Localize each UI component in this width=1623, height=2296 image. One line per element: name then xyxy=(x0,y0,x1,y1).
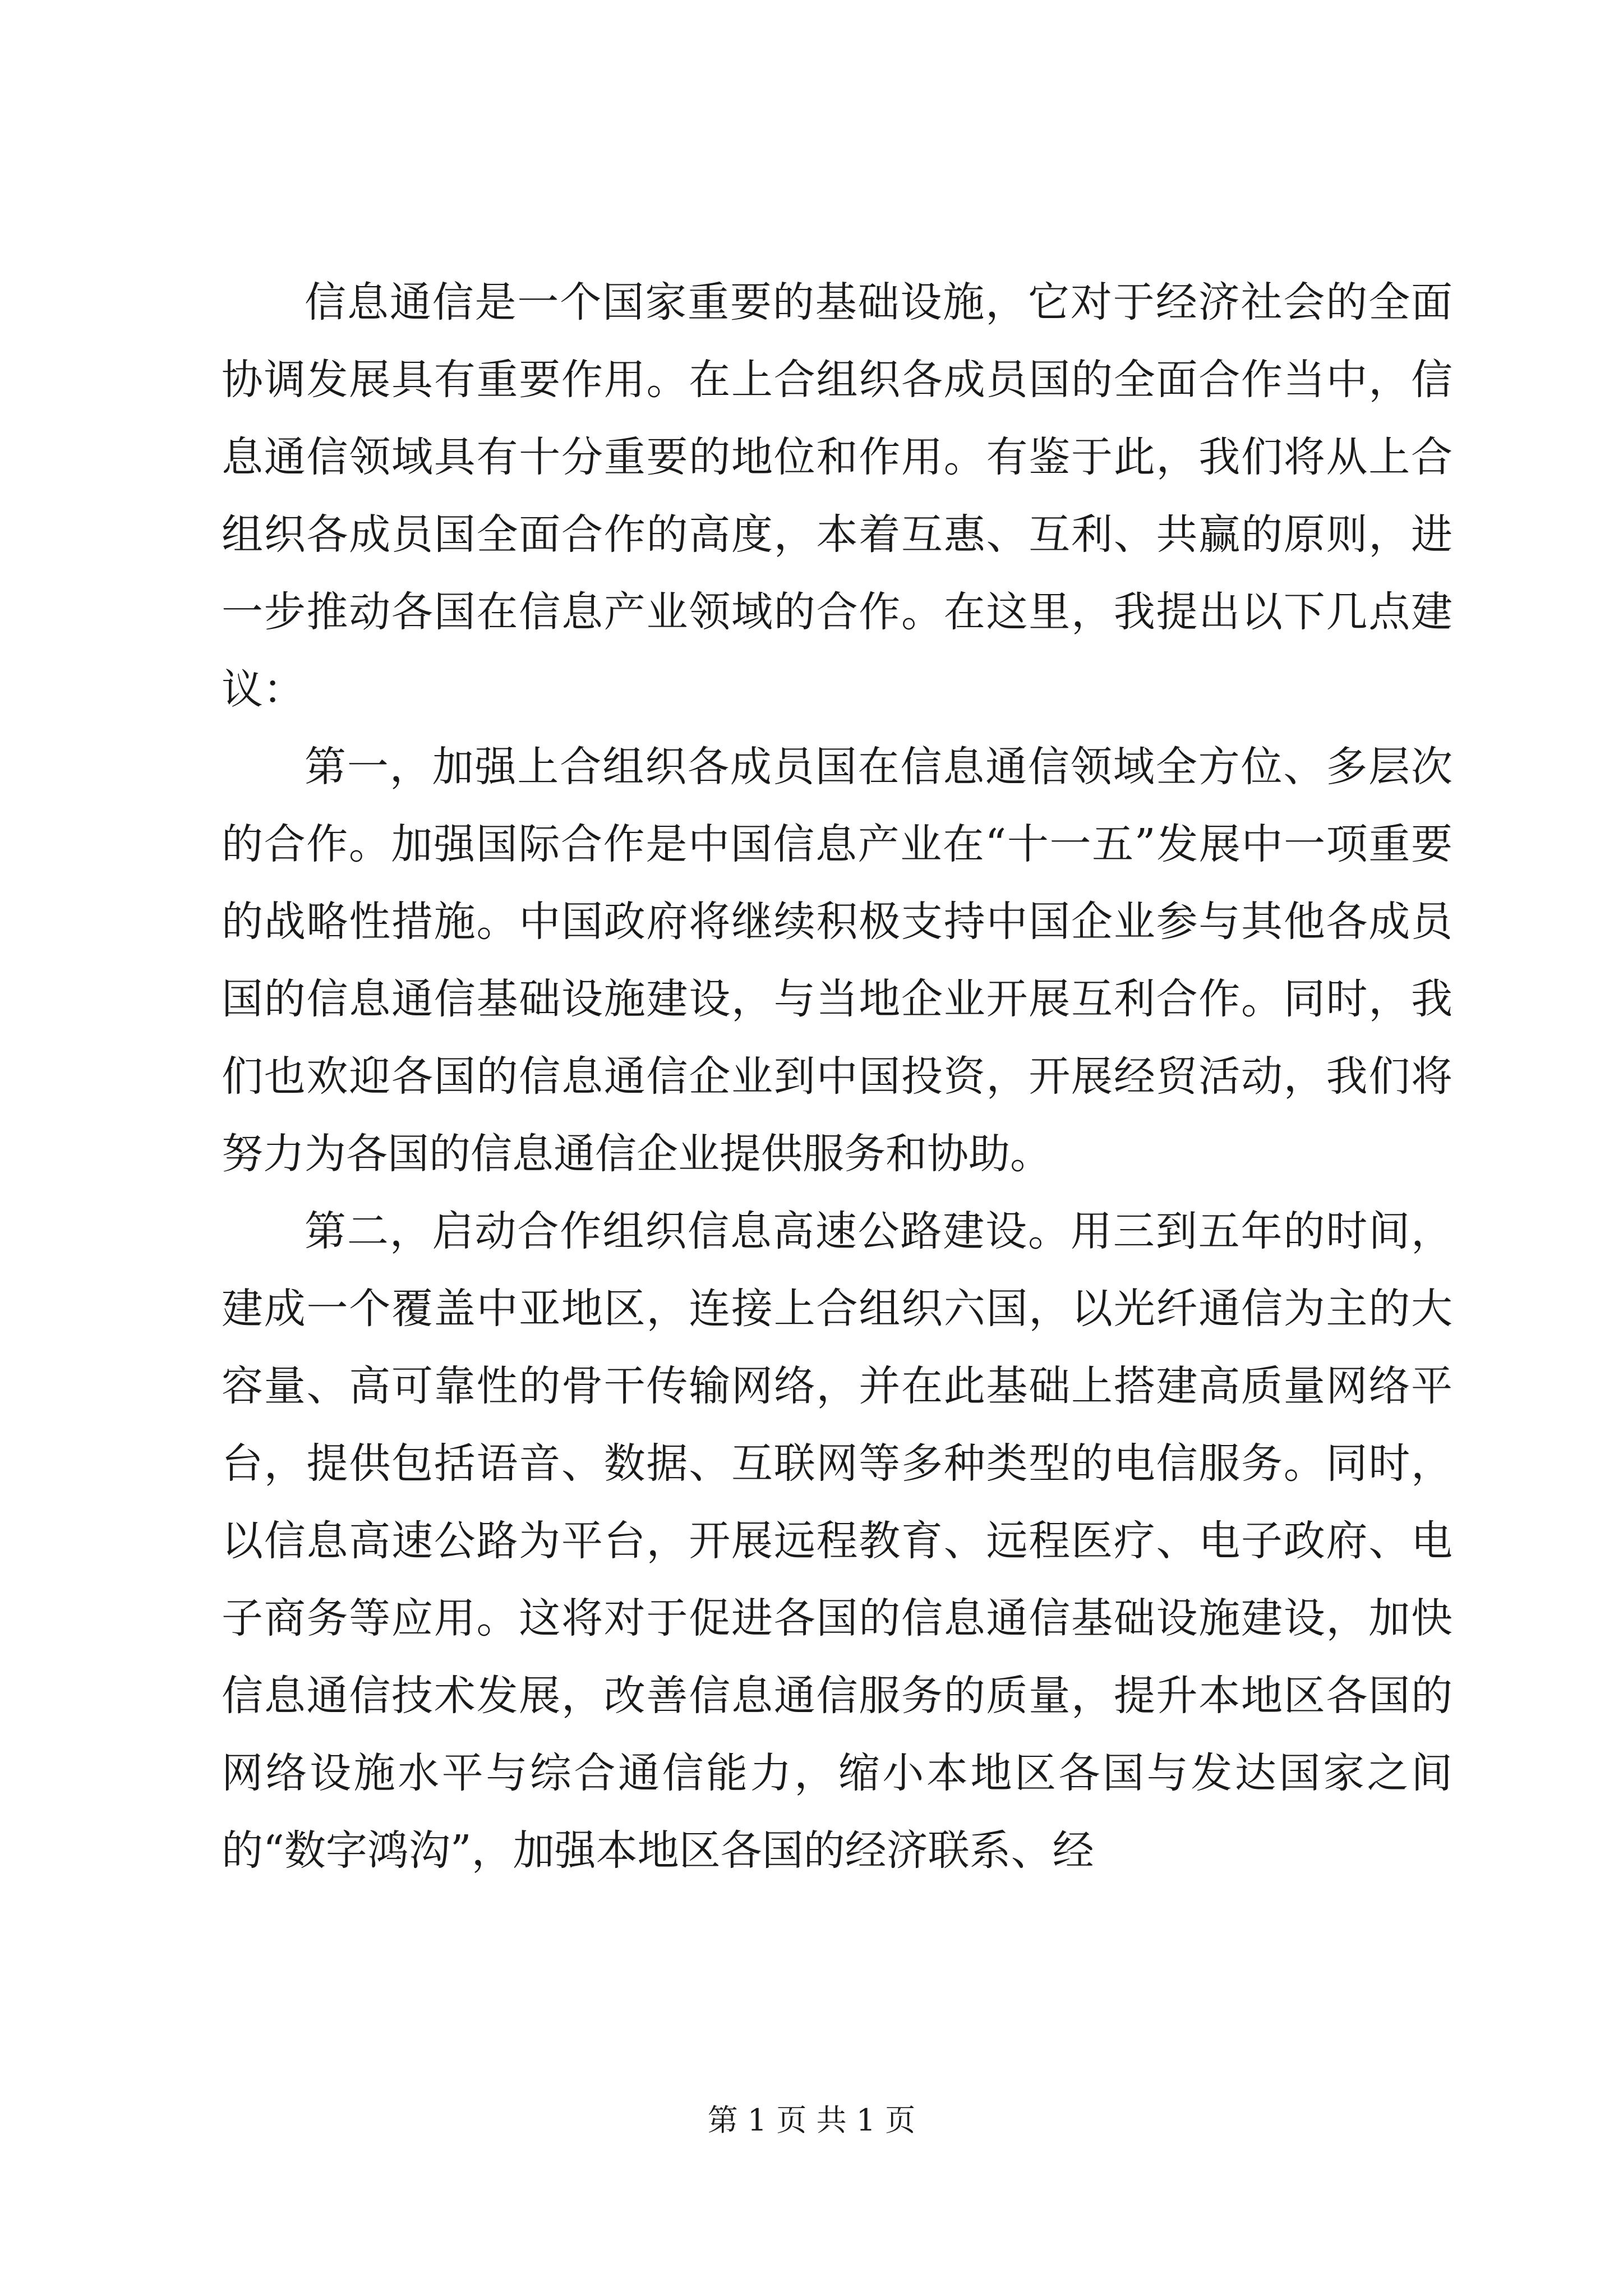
paragraph-second-point: 第二，启动合作组织信息高速公路建设。用三到五年的时间，建成一个覆盖中亚地区，连接上合组织六国，以光纤通信为主的大容量、高可靠性的骨干传输网络，并在此基础上搭建高质量网络平台，提供包括语音、数据、互联网等多种类型的电信服务。同时，以信息高速公路为平台，开展远程教育、远程医疗、电子政府、电子商务等应用。这将对于促进各国的信息通信基础设施建设，加快信息通信技术发展，改善信息通信服务的质量，提升本地区各国的网络设施水平与综合通信能力，缩小本地区各国与发达国家之间的“数字鸿沟”，加强本地区各国的经济联系、经 xyxy=(222,1207,1453,1875)
page-footer: 第 1 页 共 1 页 xyxy=(707,2102,916,2138)
paragraph-intro: 信息通信是一个国家重要的基础设施，它对于经济社会的全面协调发展具有重要作用。在上合组织各成员国的全面合作当中，信息通信领域具有十分重要的地位和作用。有鉴于此，我们将从上合组织各成员国全面合作的高度，本着互惠、互利、共赢的原则，进一步推动各国在信息产业领域的合作。在这里，我提出以下几点建议： xyxy=(222,278,1453,714)
document-body xyxy=(222,264,1453,1889)
paragraph-first-point: 第一，加强上合组织各成员国在信息通信领域全方位、多层次的合作。加强国际合作是中国信息产业在“十一五”发展中一项重要的战略性措施。中国政府将继续积极支持中国企业参与其他各成员国的信息通信基础设施建设，与当地企业开展互利合作。同时，我们也欢迎各国的信息通信企业到中国投资，开展经贸活动，我们将努力为各国的信息通信企业提供服务和协助。 xyxy=(222,743,1453,1178)
